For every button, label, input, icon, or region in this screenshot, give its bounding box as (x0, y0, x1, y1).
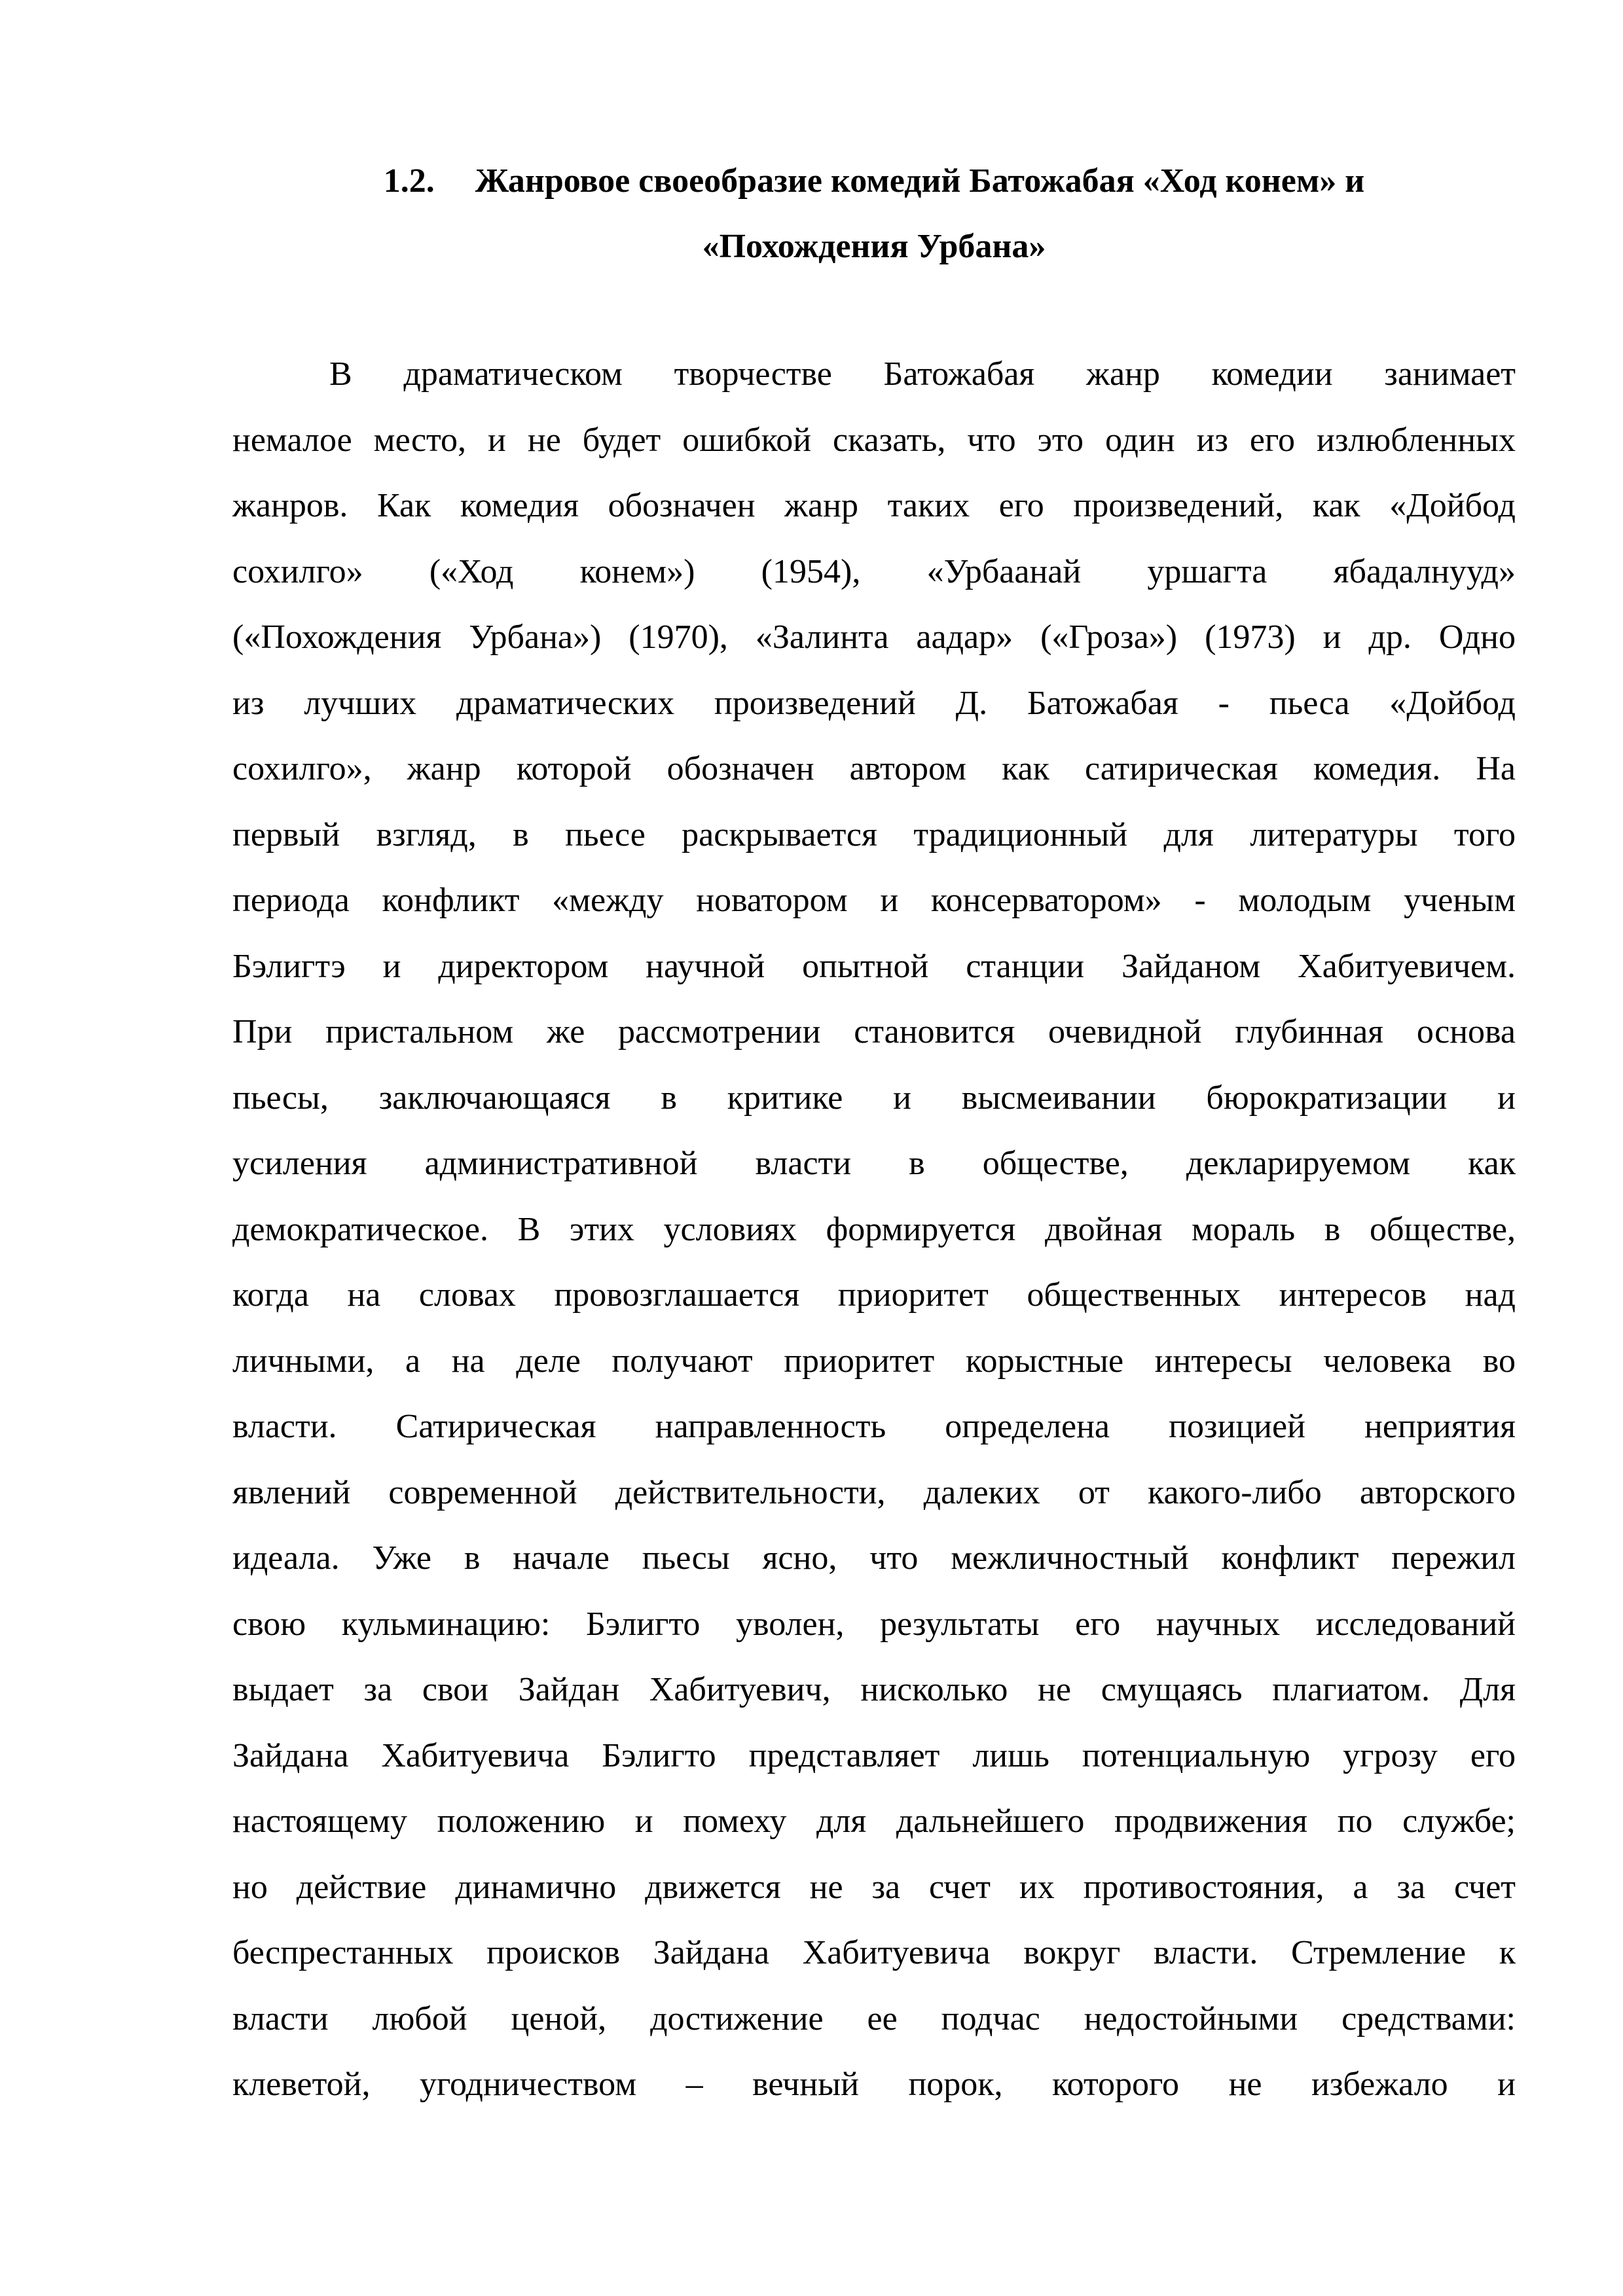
text-line: власти любой ценой, достижение ее подчас недостойными средствами: (232, 2000, 1516, 2037)
text-line: Зайдана Хабитуевича Бэлигто представляет лишь потенциальную угрозу его (232, 1736, 1516, 1774)
text-line: пьесы, заключающаяся в критике и высмеивании бюрократизации и (232, 1079, 1516, 1117)
text-line: настоящему положению и помеху для дальнейшего продвижения по службе; (232, 1803, 1516, 1840)
text-line: Бэлигтэ и директором научной опытной станции Зайданом Хабитуевичем. (232, 947, 1516, 985)
text-line: усиления административной власти в обществе, декларируемом как (232, 1145, 1516, 1182)
text-line: сохилго», жанр которой обозначен автором как сатирическая комедия. На (232, 750, 1516, 787)
section-title-line-1: Жанровое своеобразие комедий Батожабая «Ход конем» и (475, 162, 1365, 200)
text-line: свою кульминацию: Бэлигто уволен, результаты его научных исследований (232, 1605, 1516, 1643)
text-line: периода конфликт «между новатором и консерватором» - молодым ученым (232, 882, 1516, 919)
text-line: клеветой, угодничеством – вечный порок, которого не избежало и (232, 2066, 1516, 2103)
text-line: В драматическом творчестве Батожабая жанр комедии занимает (329, 355, 1516, 393)
text-line: явлений современной действительности, далеких от какого-либо авторского (232, 1473, 1516, 1511)
text-line: беспрестанных происков Зайдана Хабитуевича вокруг власти. Стремление к (232, 1934, 1516, 1971)
heading-line-2 (232, 214, 1516, 279)
text-line: При пристальном же рассмотрении становится очевидной глубинная основа (232, 1013, 1516, 1050)
section-heading (232, 149, 1516, 279)
text-line: личными, а на деле получают приоритет корыстные интересы человека во (232, 1342, 1516, 1380)
section-title-line-2: «Похождения Урбана» (702, 228, 1046, 265)
text-line: жанров. Как комедия обозначен жанр таких его произведений, как «Дойбод (232, 487, 1516, 524)
text-line: немалое место, и не будет ошибкой сказать, что это один из его излюбленных (232, 421, 1516, 459)
text-line: демократическое. В этих условиях формируется двойная мораль в обществе, (232, 1210, 1516, 1248)
text-line: когда на словах провозглашается приоритет общественных интересов над (232, 1276, 1516, 1314)
text-line: первый взгляд, в пьесе раскрывается традиционный для литературы того (232, 816, 1516, 853)
text-line: сохилго» («Ход конем») (1954), «Урбаанай уршагта ябадалнууд» (232, 552, 1516, 590)
body-paragraph (232, 342, 1516, 2118)
text-line: но действие динамично движется не за счет их противостояния, а за счет (232, 1868, 1516, 1906)
heading-line-1 (232, 149, 1516, 214)
section-number: 1.2. (383, 162, 435, 200)
text-line: власти. Сатирическая направленность определена позицией неприятия (232, 1408, 1516, 1445)
text-line: («Похождения Урбана») (1970), «Залинта аадар» («Гроза») (1973) и др. Одно (232, 619, 1516, 656)
text-line: выдает за свои Зайдан Хабитуевич, нисколько не смущаясь плагиатом. Для (232, 1671, 1516, 1708)
text-line: из лучших драматических произведений Д. Батожабая - пьеса «Дойбод (232, 684, 1516, 722)
text-line: идеала. Уже в начале пьесы ясно, что межличностный конфликт пережил (232, 1539, 1516, 1577)
